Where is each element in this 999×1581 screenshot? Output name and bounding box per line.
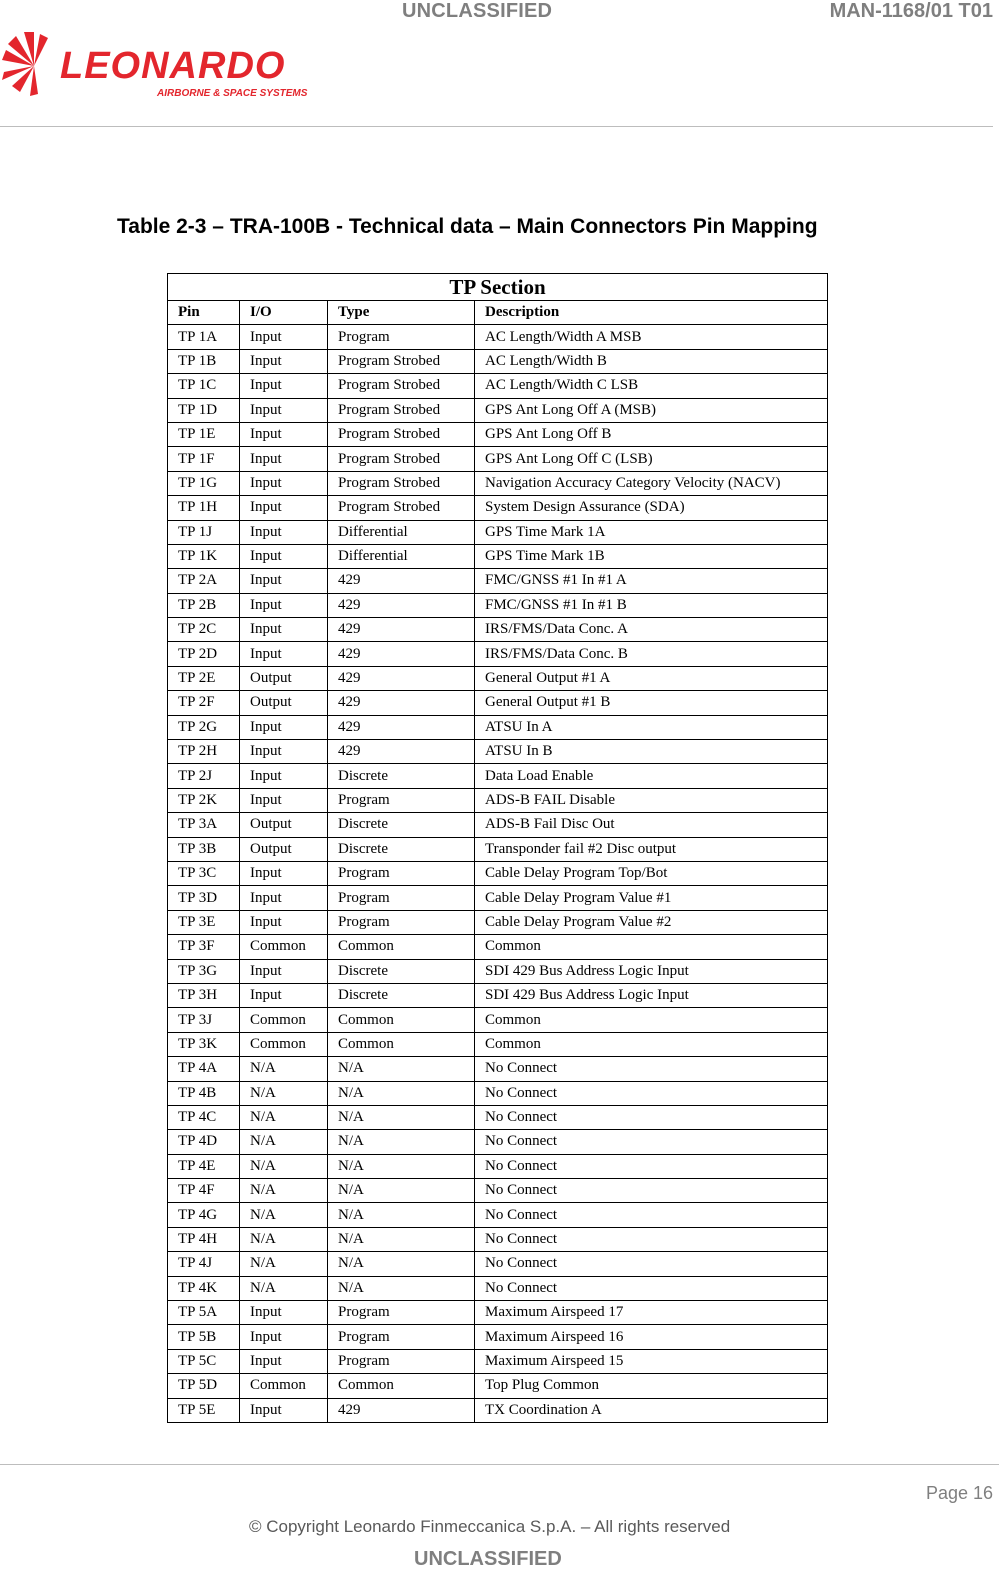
cell-type: N/A — [328, 1276, 475, 1300]
cell-pin: TP 5C — [168, 1349, 240, 1373]
cell-pin: TP 2D — [168, 642, 240, 666]
cell-io: Input — [240, 1325, 328, 1349]
cell-io: Common — [240, 1032, 328, 1056]
cell-type: Program — [328, 325, 475, 349]
cell-io: Input — [240, 1301, 328, 1325]
table-row — [168, 1081, 828, 1105]
table-row — [168, 1179, 828, 1203]
cell-description: No Connect — [475, 1179, 828, 1203]
cell-pin: TP 3C — [168, 861, 240, 885]
table-row — [168, 1398, 828, 1422]
cell-io: Common — [240, 1374, 328, 1398]
cell-io: Common — [240, 1008, 328, 1032]
column-header-type: Type — [328, 301, 475, 325]
cell-type: Discrete — [328, 764, 475, 788]
copyright-notice: © Copyright Leonardo Finmeccanica S.p.A. – All rights reserved — [249, 1517, 731, 1536]
cell-pin: TP 1D — [168, 398, 240, 422]
cell-description: IRS/FMS/Data Conc. A — [475, 618, 828, 642]
column-header-description: Description — [475, 301, 828, 325]
table-column-headers — [168, 301, 828, 325]
cell-type: Differential — [328, 544, 475, 568]
table-row — [168, 1325, 828, 1349]
cell-type: 429 — [328, 1398, 475, 1422]
cell-type: N/A — [328, 1081, 475, 1105]
cell-description: Cable Delay Program Value #2 — [475, 910, 828, 934]
cell-io: Input — [240, 618, 328, 642]
cell-pin: TP 4C — [168, 1105, 240, 1129]
cell-io: Input — [240, 764, 328, 788]
cell-description: ADS-B FAIL Disable — [475, 788, 828, 812]
table-row — [168, 593, 828, 617]
cell-type: Common — [328, 1032, 475, 1056]
cell-description: ATSU In B — [475, 740, 828, 764]
cell-io: Common — [240, 935, 328, 959]
cell-type: Program — [328, 788, 475, 812]
cell-pin: TP 4F — [168, 1179, 240, 1203]
cell-description: Maximum Airspeed 17 — [475, 1301, 828, 1325]
cell-pin: TP 3J — [168, 1008, 240, 1032]
table-row — [168, 471, 828, 495]
table-row — [168, 544, 828, 568]
table-row — [168, 398, 828, 422]
cell-type: 429 — [328, 740, 475, 764]
cell-pin: TP 2H — [168, 740, 240, 764]
cell-pin: TP 1H — [168, 496, 240, 520]
table-row — [168, 935, 828, 959]
cell-description: FMC/GNSS #1 In #1 B — [475, 593, 828, 617]
cell-type: Common — [328, 1374, 475, 1398]
table-row — [168, 520, 828, 544]
cell-io: N/A — [240, 1057, 328, 1081]
cell-description: No Connect — [475, 1252, 828, 1276]
cell-pin: TP 1K — [168, 544, 240, 568]
cell-io: Input — [240, 1398, 328, 1422]
cell-type: Program — [328, 1301, 475, 1325]
cell-pin: TP 1B — [168, 349, 240, 373]
cell-io: Input — [240, 544, 328, 568]
table-row — [168, 1203, 828, 1227]
table-row — [168, 1276, 828, 1300]
cell-io: Input — [240, 422, 328, 446]
cell-io: Input — [240, 520, 328, 544]
cell-pin: TP 5D — [168, 1374, 240, 1398]
cell-io: N/A — [240, 1081, 328, 1105]
cell-type: N/A — [328, 1130, 475, 1154]
cell-pin: TP 3D — [168, 886, 240, 910]
cell-io: Input — [240, 471, 328, 495]
table-row — [168, 861, 828, 885]
header-classification: UNCLASSIFIED — [402, 0, 553, 22]
cell-io: Input — [240, 349, 328, 373]
cell-io: Input — [240, 886, 328, 910]
cell-description: No Connect — [475, 1227, 828, 1251]
table-row — [168, 666, 828, 690]
table-row — [168, 910, 828, 934]
cell-pin: TP 3E — [168, 910, 240, 934]
footer-divider — [0, 1464, 999, 1465]
cell-description: General Output #1 B — [475, 691, 828, 715]
cell-pin: TP 2F — [168, 691, 240, 715]
cell-description: SDI 429 Bus Address Logic Input — [475, 959, 828, 983]
cell-description: System Design Assurance (SDA) — [475, 496, 828, 520]
cell-pin: TP 4J — [168, 1252, 240, 1276]
cell-pin: TP 3K — [168, 1032, 240, 1056]
cell-pin: TP 5E — [168, 1398, 240, 1422]
leonardo-wordmark: LEONARDO — [60, 45, 286, 87]
cell-io: Output — [240, 691, 328, 715]
cell-io: N/A — [240, 1227, 328, 1251]
cell-description: GPS Time Mark 1B — [475, 544, 828, 568]
cell-type: N/A — [328, 1154, 475, 1178]
cell-io: Input — [240, 325, 328, 349]
cell-pin: TP 2E — [168, 666, 240, 690]
cell-type: 429 — [328, 618, 475, 642]
cell-description: AC Length/Width C LSB — [475, 374, 828, 398]
footer-classification: UNCLASSIFIED — [414, 1548, 562, 1570]
leonardo-division: AIRBORNE & SPACE SYSTEMS — [157, 88, 308, 99]
cell-description: No Connect — [475, 1057, 828, 1081]
cell-io: Input — [240, 910, 328, 934]
cell-description: Maximum Airspeed 15 — [475, 1349, 828, 1373]
cell-pin: TP 3B — [168, 837, 240, 861]
table-row — [168, 764, 828, 788]
cell-type: N/A — [328, 1252, 475, 1276]
cell-type: Discrete — [328, 959, 475, 983]
cell-io: Input — [240, 593, 328, 617]
cell-description: No Connect — [475, 1081, 828, 1105]
cell-description: GPS Ant Long Off B — [475, 422, 828, 446]
cell-type: Program Strobed — [328, 422, 475, 446]
table-row — [168, 1301, 828, 1325]
cell-pin: TP 2A — [168, 569, 240, 593]
cell-type: Program — [328, 910, 475, 934]
table-row — [168, 1130, 828, 1154]
cell-io: Output — [240, 666, 328, 690]
leonardo-starburst-icon — [2, 32, 48, 96]
cell-pin: TP 2K — [168, 788, 240, 812]
cell-io: Input — [240, 983, 328, 1007]
cell-pin: TP 1E — [168, 422, 240, 446]
table-row — [168, 1032, 828, 1056]
table-row — [168, 569, 828, 593]
table-row — [168, 1008, 828, 1032]
cell-type: 429 — [328, 691, 475, 715]
cell-pin: TP 3F — [168, 935, 240, 959]
table-row — [168, 1252, 828, 1276]
cell-description: No Connect — [475, 1203, 828, 1227]
cell-io: N/A — [240, 1105, 328, 1129]
cell-type: Program Strobed — [328, 471, 475, 495]
cell-description: No Connect — [475, 1276, 828, 1300]
cell-description: Cable Delay Program Top/Bot — [475, 861, 828, 885]
table-row — [168, 1057, 828, 1081]
cell-io: N/A — [240, 1179, 328, 1203]
cell-io: Input — [240, 374, 328, 398]
table-row — [168, 715, 828, 739]
cell-description: Common — [475, 1032, 828, 1056]
cell-io: Input — [240, 715, 328, 739]
cell-type: Program Strobed — [328, 349, 475, 373]
cell-io: Output — [240, 837, 328, 861]
cell-type: Program Strobed — [328, 447, 475, 471]
table-section-title: TP Section — [168, 274, 828, 301]
cell-description: Maximum Airspeed 16 — [475, 1325, 828, 1349]
cell-description: Top Plug Common — [475, 1374, 828, 1398]
cell-description: GPS Ant Long Off A (MSB) — [475, 398, 828, 422]
cell-io: Input — [240, 398, 328, 422]
cell-description: SDI 429 Bus Address Logic Input — [475, 983, 828, 1007]
cell-pin: TP 5A — [168, 1301, 240, 1325]
cell-type: Program — [328, 1349, 475, 1373]
page-number: Page 16 — [925, 1483, 993, 1503]
cell-io: Output — [240, 813, 328, 837]
table-row — [168, 496, 828, 520]
column-header-pin: Pin — [168, 301, 240, 325]
table-row — [168, 886, 828, 910]
cell-io: N/A — [240, 1276, 328, 1300]
table-row — [168, 837, 828, 861]
cell-io: Input — [240, 569, 328, 593]
cell-pin: TP 2C — [168, 618, 240, 642]
cell-pin: TP 3G — [168, 959, 240, 983]
cell-io: N/A — [240, 1252, 328, 1276]
cell-pin: TP 2B — [168, 593, 240, 617]
table-row — [168, 642, 828, 666]
leonardo-logo — [0, 30, 330, 102]
cell-pin: TP 5B — [168, 1325, 240, 1349]
cell-description: AC Length/Width B — [475, 349, 828, 373]
cell-description: Data Load Enable — [475, 764, 828, 788]
cell-pin: TP 1F — [168, 447, 240, 471]
table-row — [168, 813, 828, 837]
cell-io: N/A — [240, 1154, 328, 1178]
table-row — [168, 325, 828, 349]
header-divider — [0, 126, 993, 127]
cell-description: TX Coordination A — [475, 1398, 828, 1422]
cell-description: Common — [475, 1008, 828, 1032]
cell-description: Navigation Accuracy Category Velocity (NACV) — [475, 471, 828, 495]
cell-type: N/A — [328, 1057, 475, 1081]
cell-description: ADS-B Fail Disc Out — [475, 813, 828, 837]
table-row — [168, 1349, 828, 1373]
cell-io: N/A — [240, 1130, 328, 1154]
cell-description: Common — [475, 935, 828, 959]
cell-pin: TP 2G — [168, 715, 240, 739]
cell-pin: TP 4K — [168, 1276, 240, 1300]
table-caption: Table 2-3 – TRA-100B - Technical data – Main Connectors Pin Mapping — [117, 215, 818, 238]
pin-mapping-table — [167, 273, 828, 1423]
cell-type: N/A — [328, 1203, 475, 1227]
cell-type: 429 — [328, 715, 475, 739]
cell-description: Transponder fail #2 Disc output — [475, 837, 828, 861]
table-row — [168, 447, 828, 471]
cell-io: Input — [240, 861, 328, 885]
table-row — [168, 349, 828, 373]
cell-description: AC Length/Width A MSB — [475, 325, 828, 349]
cell-type: Common — [328, 935, 475, 959]
cell-pin: TP 4D — [168, 1130, 240, 1154]
cell-type: Program — [328, 1325, 475, 1349]
table-row — [168, 422, 828, 446]
table-row — [168, 618, 828, 642]
cell-type: 429 — [328, 642, 475, 666]
header-document-number: MAN-1168/01 T01 — [829, 0, 993, 22]
table-row — [168, 1374, 828, 1398]
cell-io: Input — [240, 740, 328, 764]
cell-type: 429 — [328, 593, 475, 617]
cell-type: 429 — [328, 666, 475, 690]
table-row — [168, 983, 828, 1007]
table-row — [168, 1154, 828, 1178]
table-row — [168, 374, 828, 398]
cell-type: 429 — [328, 569, 475, 593]
cell-pin: TP 4G — [168, 1203, 240, 1227]
cell-io: Input — [240, 1349, 328, 1373]
cell-pin: TP 3H — [168, 983, 240, 1007]
cell-type: Program — [328, 861, 475, 885]
cell-pin: TP 4H — [168, 1227, 240, 1251]
cell-pin: TP 1G — [168, 471, 240, 495]
table-row — [168, 788, 828, 812]
cell-description: No Connect — [475, 1105, 828, 1129]
cell-io: N/A — [240, 1203, 328, 1227]
cell-io: Input — [240, 642, 328, 666]
table-row — [168, 691, 828, 715]
cell-io: Input — [240, 447, 328, 471]
cell-io: Input — [240, 788, 328, 812]
cell-type: Discrete — [328, 837, 475, 861]
cell-description: GPS Time Mark 1A — [475, 520, 828, 544]
table-row — [168, 740, 828, 764]
cell-pin: TP 4B — [168, 1081, 240, 1105]
cell-type: Program Strobed — [328, 398, 475, 422]
cell-description: General Output #1 A — [475, 666, 828, 690]
cell-type: Discrete — [328, 983, 475, 1007]
cell-description: IRS/FMS/Data Conc. B — [475, 642, 828, 666]
column-header-io: I/O — [240, 301, 328, 325]
cell-type: Program Strobed — [328, 374, 475, 398]
table-row — [168, 1227, 828, 1251]
cell-pin: TP 1C — [168, 374, 240, 398]
cell-type: N/A — [328, 1179, 475, 1203]
cell-pin: TP 2J — [168, 764, 240, 788]
table-row — [168, 959, 828, 983]
cell-pin: TP 1J — [168, 520, 240, 544]
cell-io: Input — [240, 496, 328, 520]
cell-type: N/A — [328, 1227, 475, 1251]
cell-description: Cable Delay Program Value #1 — [475, 886, 828, 910]
cell-pin: TP 1A — [168, 325, 240, 349]
cell-description: No Connect — [475, 1130, 828, 1154]
cell-description: FMC/GNSS #1 In #1 A — [475, 569, 828, 593]
cell-type: Differential — [328, 520, 475, 544]
cell-description: GPS Ant Long Off C (LSB) — [475, 447, 828, 471]
cell-type: Discrete — [328, 813, 475, 837]
cell-type: Program — [328, 886, 475, 910]
cell-description: No Connect — [475, 1154, 828, 1178]
cell-pin: TP 4E — [168, 1154, 240, 1178]
cell-type: N/A — [328, 1105, 475, 1129]
cell-pin: TP 3A — [168, 813, 240, 837]
cell-type: Common — [328, 1008, 475, 1032]
cell-type: Program Strobed — [328, 496, 475, 520]
cell-io: Input — [240, 959, 328, 983]
cell-pin: TP 4A — [168, 1057, 240, 1081]
cell-description: ATSU In A — [475, 715, 828, 739]
table-row — [168, 1105, 828, 1129]
